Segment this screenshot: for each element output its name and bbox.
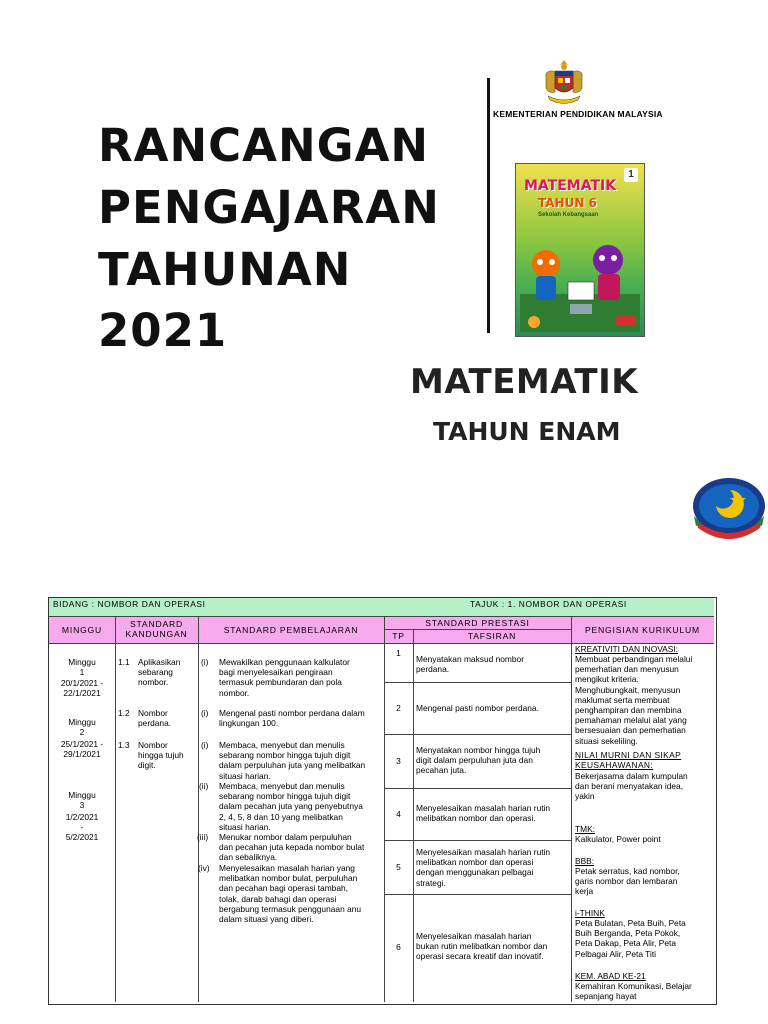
pembelajaran-1-number: (i) bbox=[201, 657, 209, 667]
kandungan-3-number: 1.3 bbox=[118, 740, 130, 750]
kandungan-2-text: Nombor perdana. bbox=[138, 708, 172, 729]
tafsiran-2: Mengenal pasti nombor perdana. bbox=[416, 703, 539, 713]
tafsiran-4: Menyelesaikan masalah harian rutin melibatkan nombor dan operasi. bbox=[416, 803, 551, 824]
kandungan-3-text: Nombor hingga tujuh digit. bbox=[138, 740, 184, 771]
pembelajaran-4-number: (ii) bbox=[199, 781, 209, 791]
textbook-volume-badge: 1 bbox=[624, 168, 638, 182]
kandungan-2-number: 1.2 bbox=[118, 708, 130, 718]
tp-1: 1 bbox=[396, 648, 401, 658]
minggu-2-dates: 25/1/2021 - 29/1/2021 bbox=[60, 739, 104, 760]
pengisian-abad21-heading: KEM. ABAD KE-21 bbox=[575, 971, 646, 981]
bidang-row bbox=[49, 598, 714, 617]
pengisian-ithink-text: Peta Bulatan, Peta Buih, Peta Buih Berganda, Peta Pokok, Peta Dakap, Peta Alir, Peta Pelbagai Alir, Peta Titi bbox=[575, 918, 686, 959]
pembelajaran-3-text: Membaca, menyebut dan menulis sebarang nombor hingga tujuh digit dalam perpuluhan juta yang melibatkan situasi harian. bbox=[219, 740, 366, 781]
pengisian-abad21-text: Kemahiran Komunikasi, Belajar sepanjang hayat bbox=[575, 981, 692, 1002]
bidang-label: BIDANG : NOMBOR DAN OPERASI bbox=[53, 599, 206, 609]
textbook-illustration-icon bbox=[520, 224, 640, 332]
school-emblem-icon bbox=[690, 476, 768, 542]
minggu-3-dates: 1/2/2021 - 5/2/2021 bbox=[65, 812, 99, 843]
textbook-cover-image bbox=[515, 163, 645, 337]
tajuk-label: TAJUK : 1. NOMBOR DAN OPERASI bbox=[470, 599, 627, 609]
pengisian-bbb-text: Petak serratus, kad nombor, garis nombor dan lembaran kerja bbox=[575, 866, 680, 897]
pengisian-tmk-text: Kalkulator, Power point bbox=[575, 834, 661, 844]
header-standard-kandungan: STANDARD KANDUNGAN bbox=[125, 619, 188, 640]
cover-title-year: 2021 bbox=[98, 304, 228, 357]
pembelajaran-6-text: Menyelesaikan masalah harian yang melibatkan nombor bulat, perpuluhan dan pecahan bagi operasi tambah, tolak, darab bahagi dan operasi bergabung termasuk penggunaan anu dalam situasi yang diberi. bbox=[219, 863, 362, 925]
pembelajaran-6-number: (iv) bbox=[198, 863, 210, 873]
cover-title-line-3: TAHUNAN bbox=[98, 243, 352, 296]
grid-line bbox=[198, 617, 199, 1002]
minggu-3-label: Minggu 3 bbox=[68, 790, 96, 811]
pembelajaran-5-text: Menukar nombor dalam perpuluhan dan pecahan juta kepada nombor bulat dan sebaliknya. bbox=[219, 832, 365, 863]
pembelajaran-1-text: Mewakilkan penggunaan kalkulator bagi menyelesaikan pengiraan termasuk pembundaran dan pola nombor. bbox=[219, 657, 350, 698]
minggu-1-dates: 20/1/2021 - 22/1/2021 bbox=[60, 678, 104, 699]
pengisian-nilai-heading: NILAI MURNI DAN SIKAP KEUSAHAWANAN: bbox=[575, 750, 682, 771]
yearly-plan-table bbox=[48, 597, 717, 1005]
pembelajaran-2-number: (i) bbox=[201, 708, 209, 718]
year-level-title: TAHUN ENAM bbox=[433, 417, 621, 446]
subject-title: MATEMATIK bbox=[410, 362, 639, 402]
tp-2: 2 bbox=[396, 703, 401, 713]
tp-4: 4 bbox=[396, 809, 401, 819]
header-tp: TP bbox=[392, 631, 405, 641]
cover-title-line-2: PENGAJARAN bbox=[98, 181, 440, 234]
tp-6: 6 bbox=[396, 942, 401, 952]
kandungan-1-text: Aplikasikan sebarang nombor. bbox=[138, 657, 181, 688]
cover-title-line-1: RANCANGAN bbox=[98, 119, 430, 172]
grid-line bbox=[115, 617, 116, 1002]
ministry-label: KEMENTERIAN PENDIDIKAN MALAYSIA bbox=[493, 109, 663, 119]
tafsiran-3: Menyatakan nombor hingga tujuh digit dalam perpuluhan juta dan pecahan juta. bbox=[416, 745, 541, 776]
tafsiran-6: Menyelesaikan masalah harian bukan rutin melibatkan nombor dan operasi secara kreatif dan inovatif. bbox=[416, 931, 548, 962]
tafsiran-1: Menyatakan maksud nombor perdana. bbox=[416, 654, 524, 675]
grid-line bbox=[49, 616, 714, 617]
textbook-title: MATEMATIK bbox=[524, 178, 617, 194]
pembelajaran-5-number: (iii) bbox=[197, 832, 209, 842]
pembelajaran-4-text: Membaca, menyebut dan menulis sebarang nombor hingga tujuh digit dalam pecahan juta yang penyebutnya 2, 4, 5, 8 dan 10 yang melibatkan situasi harian. bbox=[219, 781, 363, 832]
textbook-tagline: Sekolah Kebangsaan bbox=[538, 212, 599, 218]
coat-of-arms-icon bbox=[543, 58, 585, 106]
textbook-subtitle: TAHUN 6 bbox=[538, 196, 597, 210]
pengisian-tmk-heading: TMK: bbox=[575, 824, 596, 834]
tp-5: 5 bbox=[396, 862, 401, 872]
tp-3: 3 bbox=[396, 756, 401, 766]
grid-line bbox=[571, 617, 572, 1002]
header-standard-prestasi: STANDARD PRESTASI bbox=[425, 618, 530, 628]
pembelajaran-2-text: Mengenal pasti nombor perdana dalam lingkungan 100. bbox=[219, 708, 365, 729]
cover-divider bbox=[487, 78, 490, 333]
pengisian-kreativiti-heading: KREATIVITI DAN INOVASI: bbox=[575, 644, 678, 654]
pengisian-bbb-heading: BBB: bbox=[575, 856, 595, 866]
grid-line bbox=[413, 630, 414, 1002]
header-pengisian-kurikulum: PENGISIAN KURIKULUM bbox=[584, 625, 700, 635]
pengisian-ithink-heading: i-THINK bbox=[575, 908, 605, 918]
header-standard-pembelajaran: STANDARD PEMBELAJARAN bbox=[223, 625, 359, 635]
kandungan-1-number: 1.1 bbox=[118, 657, 130, 667]
pengisian-nilai-text: Bekerjasama dalam kumpulan dan berani menyatakan idea, yakin bbox=[575, 771, 688, 802]
header-minggu: MINGGU bbox=[61, 625, 103, 635]
pengisian-kreativiti-text: Membuat perbandingan melalui pemerhatian dan menyusun mengikut kriteria. Menghubungkait, menyusun maklumat serta membuat penghampiran dan membina pemahaman melalui alat yang bersesuaian dan pemerhatian situasi sekeliling. bbox=[575, 654, 693, 746]
header-tafsiran: TAFSIRAN bbox=[467, 631, 517, 641]
minggu-2-label: Minggu 2 bbox=[68, 717, 96, 738]
tafsiran-5: Menyelesaikan masalah harian rutin melibatkan nombor dan operasi dengan menggunakan pelbagai strategi. bbox=[416, 847, 551, 888]
pembelajaran-3-number: (i) bbox=[201, 740, 209, 750]
minggu-1-label: Minggu 1 bbox=[68, 657, 96, 678]
